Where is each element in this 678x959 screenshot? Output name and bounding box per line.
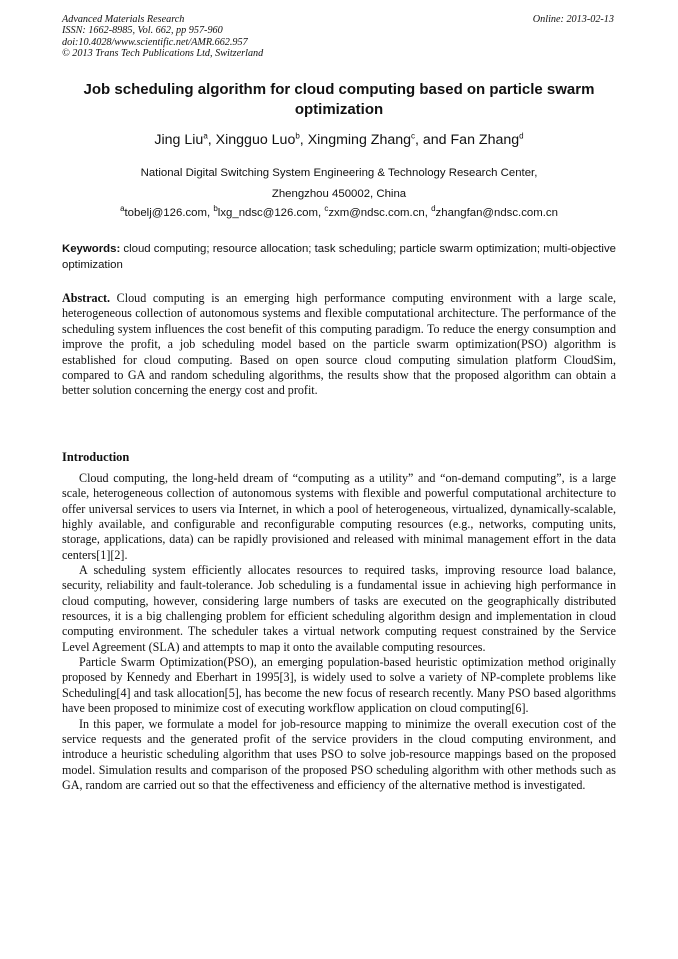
author-superscript: b	[295, 131, 300, 141]
author-name: Jing Liu	[154, 132, 204, 148]
keywords	[62, 241, 616, 273]
paper-title: Job scheduling algorithm for cloud computing based on particle swarm optimization	[83, 81, 595, 118]
author-name: Xingguo Luo	[215, 132, 296, 148]
email-superscript: a	[120, 204, 125, 214]
affiliation-line: Zhengzhou 450002, China	[271, 188, 407, 200]
publication-info	[62, 14, 263, 59]
author-list	[62, 130, 616, 150]
paragraph: In this paper, we formulate a model for job-resource mapping to minimize the overall execution cost of the service requests and the generated profit of the service providers in the cloud computing environment, and introduce a heuristic scheduling algorithm that uses PSO to solve job-resource mappings based on the proposed model. Simulation results and comparison of the proposed PSO scheduling algorithm with other methods such as GA, random are carried out so that the effectiveness and efficiency of the alternative method is investigated.	[62, 716, 616, 792]
online-date: Online: 2013-02-13	[532, 14, 614, 25]
abstract-label: Abstract.	[62, 291, 111, 305]
journal-name: Advanced Materials Research	[62, 14, 185, 25]
abstract-text: Cloud computing is an emerging high performance computing environment with a large scale, heterogeneous collection of autonomous systems and flexible computational architecture. The performance of the scheduling system influences the cost benefit of this computing paradigm. To reduce the energy consumption and improve the profit, a job scheduling model based on the particle swarm optimization(PSO) algorithm is established for cloud computing. Based on open source cloud computing simulation platform CloudSim, compared to GA and random scheduling algorithms, the results show that the proposed algorithm can obtain a better solution concerning the energy cost and profit.	[62, 291, 616, 398]
email-superscript: b	[213, 204, 218, 214]
paragraph: Particle Swarm Optimization(PSO), an emerging population-based heuristic optimization method originally proposed by Kennedy and Eberhart in 1995[3], is widely used to solve a variety of NP-complete problems like Scheduling[4] and task allocation[5], has become the new focus of research recently. Many PSO based algorithms have been proposed to minimize cost of executing workflow application on cloud computing[6].	[62, 655, 616, 716]
keywords-label: Keywords:	[62, 243, 121, 255]
email-address[interactable]: tobelj@126.com	[124, 207, 207, 219]
affiliation	[62, 163, 616, 205]
email-superscript: d	[431, 204, 436, 214]
email-address[interactable]: zxm@ndsc.com.cn	[328, 207, 425, 219]
email-list	[62, 205, 616, 221]
author-superscript: c	[411, 131, 416, 141]
paragraph: A scheduling system efficiently allocates resources to required tasks, improving resource load balance, security, reliability and fault-tolerance. Job scheduling is a fundamental issue in achieving high performance in cloud computing, however, considering large numbers of tasks are executed on the geographically distributed resources, it is a big challenging problem for efficient scheduling algorithm design and implementation in cloud computing environment. The scheduler takes a virtual network computing request constrained by the Service Level Agreement (SLA) and attempts to map it onto the available computing resources.	[62, 563, 616, 654]
doi-line: doi:10.4028/www.scientific.net/AMR.662.957	[62, 36, 248, 48]
email-separator: ,	[318, 207, 325, 219]
affiliation-line: National Digital Switching System Engineering & Technology Research Center,	[140, 167, 538, 179]
author-name: Fan Zhang	[450, 132, 520, 148]
author-separator: ,	[299, 132, 308, 148]
email-address[interactable]: lxg_ndsc@126.com	[217, 207, 319, 219]
issn-line: ISSN: 1662-8985, Vol. 662, pp 957-960	[62, 25, 223, 37]
email-separator: ,	[207, 207, 214, 219]
author-separator: , and	[415, 132, 451, 148]
author-separator: ,	[207, 132, 216, 148]
email-superscript: c	[324, 204, 329, 214]
paragraph: Cloud computing, the long-held dream of “computing as a utility” and “on-demand computing”, is a large scale, heterogeneous collection of autonomous systems with flexible and powerful computational architecture to offer universal services to users via Internet, in which a pool of heterogeneous, virtualized, dynamically-scalable, highly available, and configurable and reconfigurable computing resources (e.g., networks, computing units, storage, applications, data) can be rapidly provisioned and released with minimal management effort in the data centers[1][2].	[62, 471, 616, 562]
keywords-text: cloud computing; resource allocation; task scheduling; particle swarm optimization; multi-objective optimization	[62, 243, 616, 271]
introduction-heading: Introduction	[62, 450, 130, 464]
abstract	[62, 291, 616, 399]
email-separator: ,	[424, 207, 432, 219]
email-address[interactable]: zhangfan@ndsc.com.cn	[435, 207, 558, 219]
author-superscript: a	[203, 131, 208, 141]
author-name: Xingming Zhang	[307, 132, 412, 148]
author-superscript: d	[519, 131, 524, 141]
copyright-line: © 2013 Trans Tech Publications Ltd, Switzerland	[62, 47, 264, 59]
introduction-body	[62, 471, 616, 793]
